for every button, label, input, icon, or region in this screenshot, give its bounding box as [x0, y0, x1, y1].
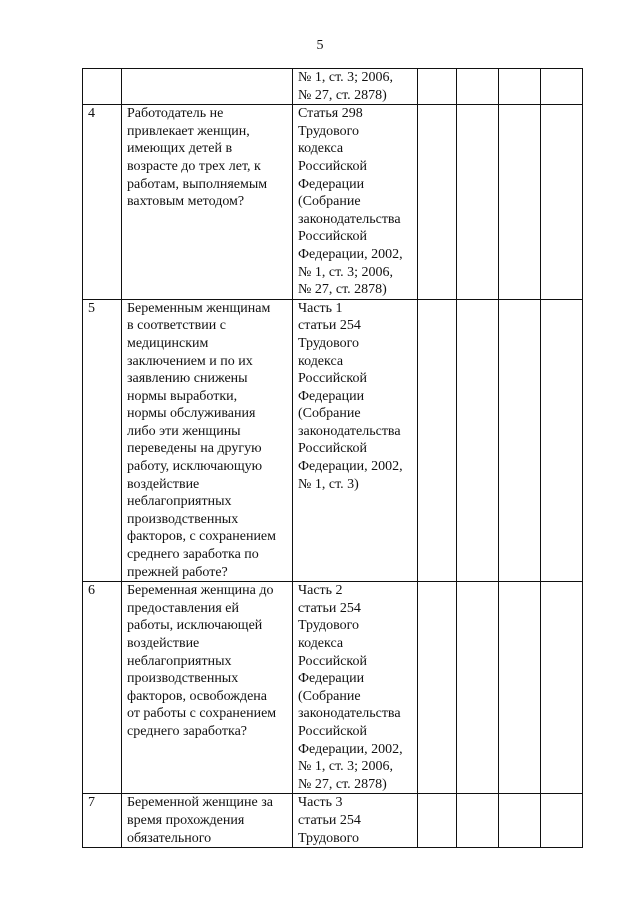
answer-cell [541, 69, 583, 105]
answer-cell [418, 794, 457, 848]
answer-cell [418, 105, 457, 300]
checklist-table [82, 68, 583, 848]
row-number-cell: 7 [83, 794, 122, 848]
table-row [83, 794, 583, 848]
answer-cell [499, 582, 541, 794]
question-cell: Беременная женщина до предоставления ей работы, исключающей воздействие неблагоприятных производственных факторов, освобождена от работы с сохранением среднего заработка? [122, 582, 293, 794]
legal-reference-cell: Часть 1 статьи 254 Трудового кодекса Российской Федерации (Собрание законодательства Российской Федерации, 2002, № 1, ст. 3) [293, 299, 418, 582]
row-number-cell [83, 69, 122, 105]
answer-cell [541, 582, 583, 794]
answer-cell [499, 105, 541, 300]
legal-reference-cell: Часть 3 статьи 254 Трудового [293, 794, 418, 848]
question-cell: Работодатель не привлекает женщин, имеющих детей в возрасте до трех лет, к работам, выполняемым вахтовым методом? [122, 105, 293, 300]
table-row [83, 105, 583, 300]
answer-cell [457, 69, 499, 105]
table-row [83, 299, 583, 582]
question-cell [122, 69, 293, 105]
row-number-cell: 4 [83, 105, 122, 300]
row-number-cell: 6 [83, 582, 122, 794]
row-number-cell: 5 [83, 299, 122, 582]
answer-cell [418, 299, 457, 582]
legal-reference-cell: Статья 298 Трудового кодекса Российской Федерации (Собрание законодательства Российской Федерации, 2002, № 1, ст. 3; 2006, № 27, ст. 2878) [293, 105, 418, 300]
answer-cell [499, 299, 541, 582]
answer-cell [541, 105, 583, 300]
answer-cell [457, 582, 499, 794]
answer-cell [457, 794, 499, 848]
table-row [83, 69, 583, 105]
page-number: 5 [316, 38, 324, 53]
answer-cell [499, 794, 541, 848]
answer-cell [541, 299, 583, 582]
answer-cell [457, 105, 499, 300]
table-row [83, 582, 583, 794]
answer-cell [418, 69, 457, 105]
answer-cell [457, 299, 499, 582]
answer-cell [499, 69, 541, 105]
answer-cell [418, 582, 457, 794]
legal-reference-cell: Часть 2 статьи 254 Трудового кодекса Российской Федерации (Собрание законодательства Российской Федерации, 2002, № 1, ст. 3; 2006, № 27, ст. 2878) [293, 582, 418, 794]
question-cell: Беременной женщине за время прохождения обязательного [122, 794, 293, 848]
question-cell: Беременным женщинам в соответствии с медицинским заключением и по их заявлению снижены нормы выработки, нормы обслуживания либо эти женщины переведены на другую работу, исключающую воздействие неблагоприятных производственных факторов, с сохранением среднего заработка по прежней работе? [122, 299, 293, 582]
legal-reference-cell: № 1, ст. 3; 2006, № 27, ст. 2878) [293, 69, 418, 105]
answer-cell [541, 794, 583, 848]
